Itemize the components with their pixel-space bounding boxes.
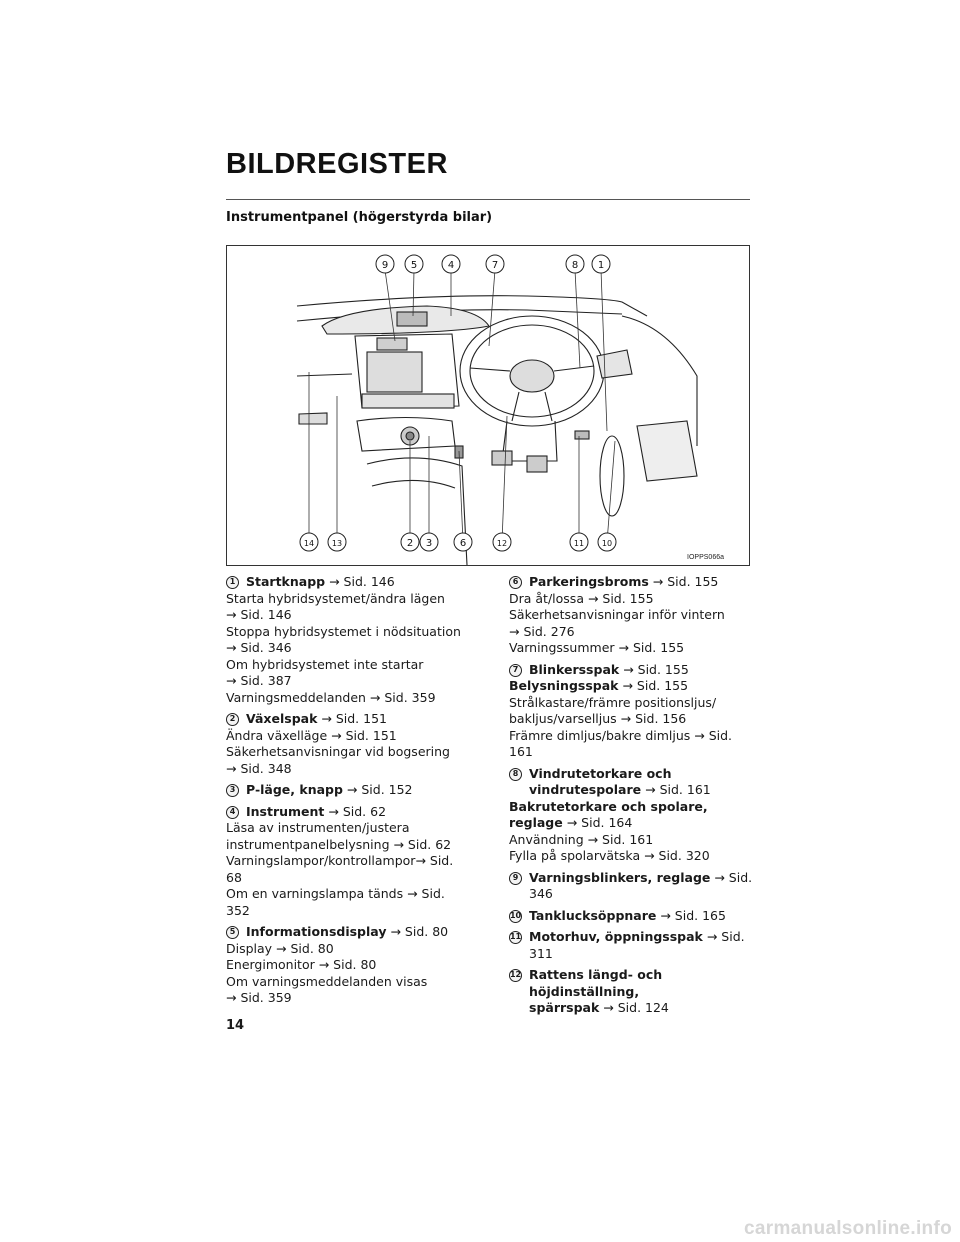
legend-entry-subheading [509, 678, 754, 695]
legend-entry-heading [226, 782, 466, 799]
callout-label: 9 [381, 260, 389, 271]
legend-number-badge: 5 [226, 926, 239, 939]
callout-label: 13 [331, 539, 343, 548]
legend-entry-heading-text [246, 711, 387, 728]
legend-entry-line: Stoppa hybridsystemet i nödsituation [226, 623, 461, 639]
legend-entry [226, 804, 466, 920]
watermark: carmanualsonline.info [744, 1218, 952, 1239]
legend-entry [226, 924, 466, 1007]
legend-entry-heading [226, 711, 466, 728]
legend-entry-ref: → Sid. 62 [328, 803, 387, 819]
legend-entry-line: Dra åt/lossa → Sid. 155 [509, 590, 654, 606]
legend-entry [509, 766, 754, 865]
dashboard-illustration [226, 245, 750, 566]
legend-entry-heading [509, 766, 754, 799]
legend-entry-line: → Sid. 359 [226, 990, 292, 1005]
legend-entry-title: Växelspak [246, 711, 318, 726]
legend-entry-line: Om varningsmeddelanden visas [226, 973, 428, 989]
legend-entry-line: Varningssummer → Sid. 155 [509, 640, 685, 655]
legend-entry-heading [226, 804, 466, 821]
legend-entry-heading-text [529, 967, 754, 1017]
legend-entry-title: P-läge, knapp [246, 782, 343, 797]
legend-entry [509, 574, 754, 657]
legend-entry-subtitle: Bakrutetorkare och spolare, reglage [509, 798, 708, 830]
legend-entry-line: Läsa av instrumenten/justera [226, 820, 410, 835]
legend-entry-heading-text [246, 924, 448, 941]
section-subtitle: Instrumentpanel (högerstyrda bilar) [226, 210, 493, 225]
legend-entry-heading [509, 967, 754, 1017]
legend-entry-line: → Sid. 146 [226, 607, 292, 622]
legend-entry [509, 929, 754, 962]
callout-label: 14 [303, 539, 315, 548]
legend-entry-line: Strålkastare/främre positionsljus/ [509, 694, 717, 710]
legend-entry-line: Varningsmeddelanden → Sid. 359 [226, 689, 436, 705]
legend-entry-line: Display → Sid. 80 [226, 940, 334, 956]
legend-number-badge: 10 [509, 910, 522, 923]
legend-entry-subtitle: Belysningsspak [509, 678, 619, 693]
legend-entry-heading [226, 924, 466, 941]
legend-entry-ref: → Sid. 161 [645, 782, 711, 797]
legend-entry [509, 908, 754, 925]
legend-entry-heading-text [246, 782, 413, 799]
legend-entry-line: Energimonitor → Sid. 80 [226, 957, 377, 972]
legend-entry [226, 782, 466, 799]
legend-number-badge: 6 [509, 576, 522, 589]
legend-entry-line: Säkerhetsanvisningar vid bogsering [226, 744, 450, 759]
legend-entry-heading [509, 929, 754, 962]
legend-entry-heading-text [529, 766, 754, 799]
callout-label: 6 [459, 538, 467, 549]
legend-entry-heading [509, 662, 754, 679]
legend-entry-title: Rattens längd- och höjdinställning, [529, 967, 663, 999]
legend-entry-title: Parkeringsbroms [529, 574, 649, 589]
callout-label: 10 [601, 539, 613, 548]
legend-number-badge: 1 [226, 576, 239, 589]
legend-number-badge: 4 [226, 806, 239, 819]
legend-entry-ref: → Sid. 146 [329, 574, 395, 589]
legend-right-column [509, 574, 754, 1022]
legend-entry-heading-text [529, 908, 726, 925]
legend-entry-heading [226, 574, 466, 591]
legend-entry-line: → Sid. 276 [509, 623, 575, 639]
legend-entry-ref: → Sid. 164 [566, 815, 633, 830]
legend-entry [509, 662, 754, 761]
legend-entry-line: → Sid. 348 [226, 760, 292, 776]
legend-entry-subheading [509, 799, 754, 832]
legend-entry-ref: → Sid. 80 [390, 924, 449, 939]
callout-label: 2 [406, 538, 414, 549]
callout-label: 12 [496, 539, 508, 548]
legend-entry-line: Om hybridsystemet inte startar [226, 656, 424, 672]
legend-entry [509, 870, 754, 903]
legend-entry-line: → Sid. 387 [226, 673, 292, 688]
legend-entry-line: Ändra växelläge → Sid. 151 [226, 727, 397, 743]
legend-number-badge: 9 [509, 872, 522, 885]
legend-entry-heading-text [529, 929, 754, 962]
legend-entry-line: Fylla på spolarvätska → Sid. 320 [509, 848, 710, 863]
legend-entry-heading-text [529, 662, 689, 679]
legend-entry-ref: → Sid. 155 [652, 574, 719, 589]
page-number: 14 [226, 1018, 245, 1033]
callout-label: 11 [573, 539, 585, 548]
legend-entry-title: Tanklucksöppnare [529, 907, 657, 923]
legend-entry-ref: → Sid. 124 [603, 1000, 669, 1015]
legend-entry-title: Blinkersspak [529, 661, 620, 677]
legend-entry-line: Användning → Sid. 161 [509, 831, 654, 847]
legend-entry-ref: → Sid. 165 [660, 907, 726, 923]
legend-entry-heading [509, 908, 754, 925]
legend-entry-line: bakljus/varselljus → Sid. 156 [509, 711, 687, 726]
legend-entry-title: Informationsdisplay [246, 924, 387, 939]
legend-number-badge: 2 [226, 713, 239, 726]
legend-entry-line: Säkerhetsanvisningar inför vintern [509, 607, 725, 622]
legend-entry-ref: → Sid. 151 [321, 711, 387, 726]
legend-number-badge: 7 [509, 664, 522, 677]
legend-entry-ref: → Sid. 152 [346, 782, 413, 797]
legend-entry-line: Om en varningslampa tänds → Sid. 352 [226, 886, 445, 918]
legend-entry-line: Starta hybridsystemet/ändra lägen [226, 590, 445, 606]
legend-number-badge: 12 [509, 969, 522, 982]
legend-entry-title: spärrspak [529, 1000, 600, 1015]
callout-label: 4 [447, 260, 455, 271]
legend-number-badge: 11 [509, 931, 522, 944]
callout-label: 8 [571, 260, 579, 271]
legend-entry-title: Motorhuv, öppningsspak [529, 929, 703, 944]
legend-entry-heading-text [529, 574, 718, 591]
legend-number-badge: 8 [509, 768, 522, 781]
legend-entry-line: Varningslampor/kontrollampor→ Sid. 68 [226, 853, 454, 885]
legend-entry-line: → Sid. 346 [226, 640, 292, 655]
legend-entry-line: Främre dimljus/bakre dimljus → Sid. 161 [509, 727, 733, 759]
legend-entry-heading-text [246, 804, 386, 821]
callout-label: 7 [491, 260, 499, 271]
legend-entry-line: instrumentpanelbelysning → Sid. 62 [226, 836, 452, 852]
legend-entry-heading [509, 870, 754, 903]
legend-entry-ref: → Sid. 155 [622, 678, 689, 693]
legend-entry-title: Instrument [246, 803, 325, 819]
legend-entry-ref: → Sid. 311 [529, 929, 745, 961]
figure-code: IOPPS066a [687, 554, 724, 561]
legend-entry-heading-text [246, 574, 395, 591]
legend-entry-ref: → Sid. 346 [529, 869, 753, 901]
legend-entry [226, 711, 466, 777]
callout-label: 1 [597, 260, 605, 271]
callout-label: 5 [410, 260, 418, 271]
callout-label: 3 [425, 538, 433, 549]
legend-left-column [226, 574, 466, 1012]
legend-entry [509, 967, 754, 1017]
dashboard-drawing [227, 246, 749, 565]
title-divider [226, 199, 750, 200]
legend-entry-title: Vindrutetorkare och vindrutespolare [529, 765, 672, 797]
legend-entry-title: Varningsblinkers, reglage [529, 869, 711, 885]
page-title: BILDREGISTER [226, 148, 448, 180]
legend-entry-title: Startknapp [246, 574, 326, 589]
legend-entry-heading [509, 574, 754, 591]
legend-entry [226, 574, 466, 706]
legend-entry-heading-text [529, 870, 754, 903]
legend-number-badge: 3 [226, 784, 239, 797]
legend-entry-ref: → Sid. 155 [623, 661, 689, 677]
